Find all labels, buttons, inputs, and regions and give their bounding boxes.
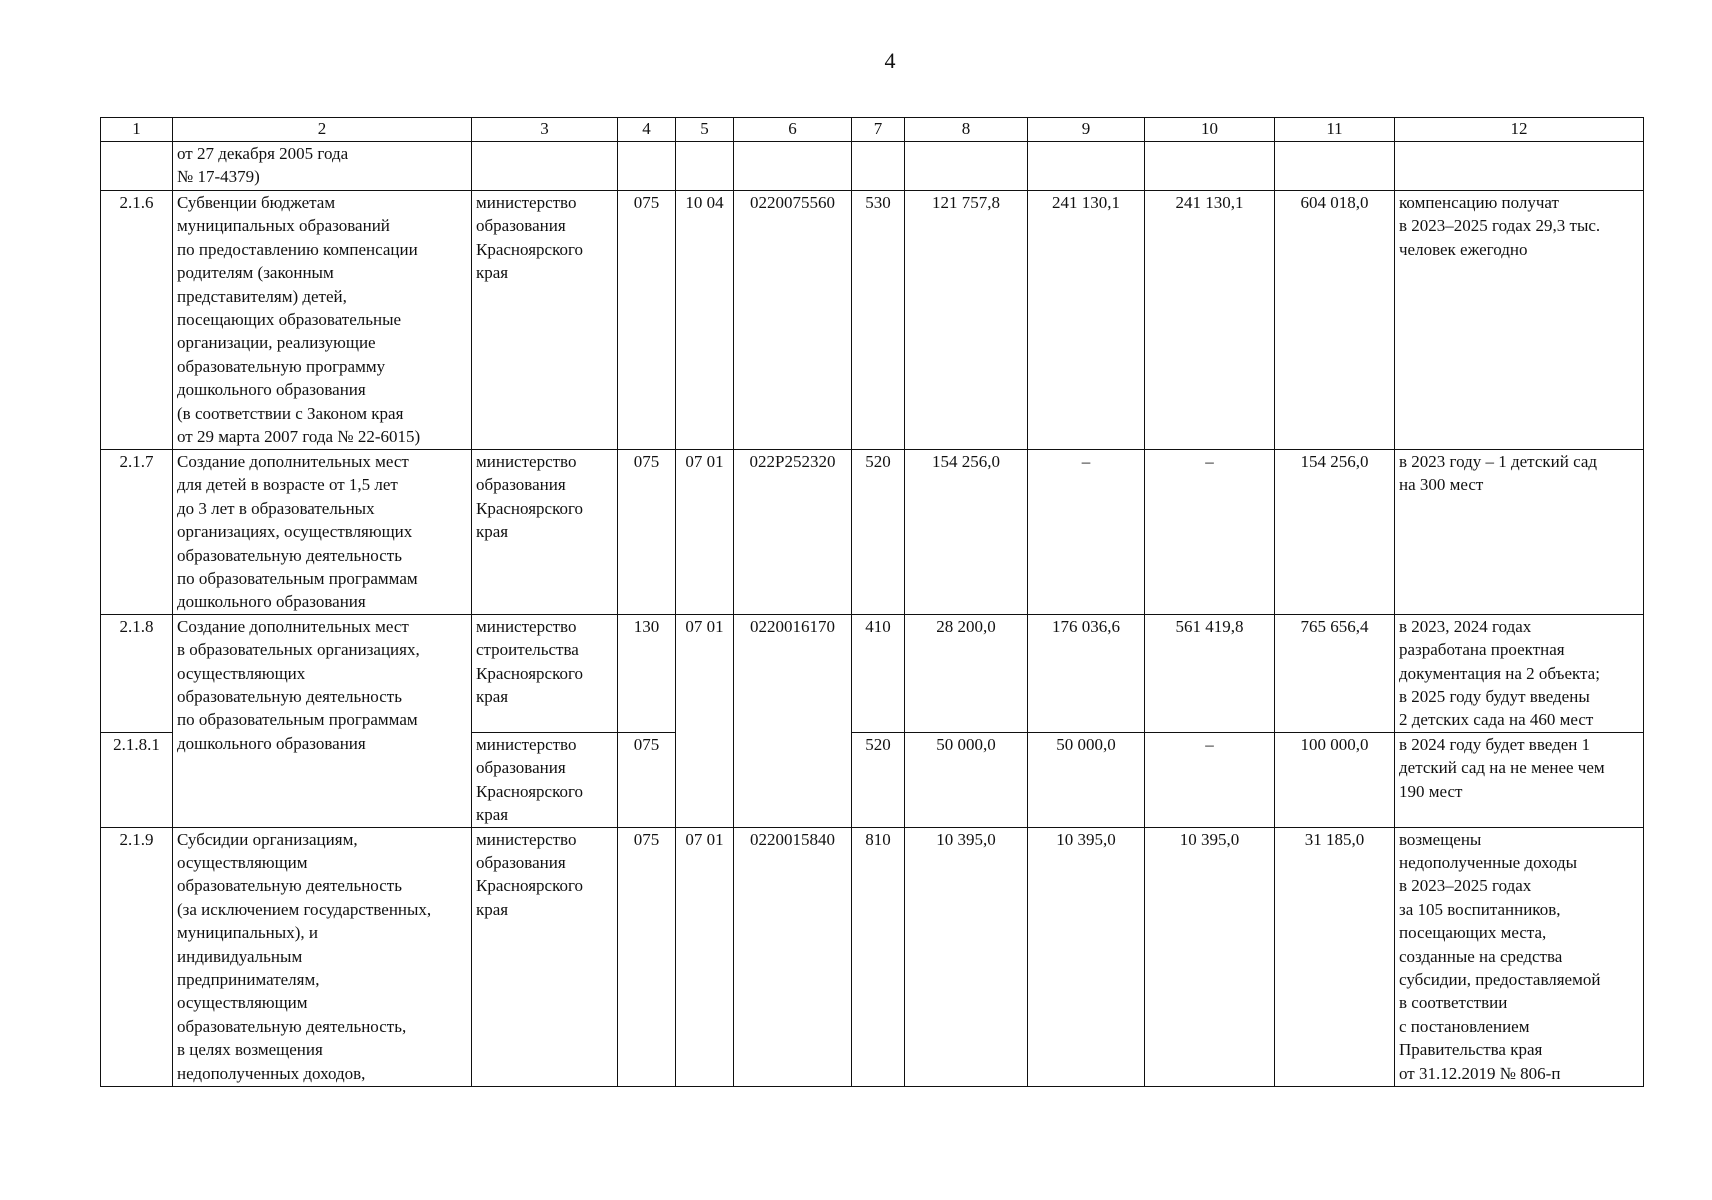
expected-result: в 2023, 2024 годах разработана проектная документация на 2 объекта; в 2025 году будут введены 2 детских сада на 460 мест — [1395, 614, 1644, 732]
section-code: 07 01 — [676, 450, 734, 615]
column-header: 4 — [618, 118, 676, 142]
expense-type-code: 410 — [852, 614, 905, 732]
responsible-agency: министерство образования Красноярского края — [472, 827, 618, 1086]
expected-result: компенсацию получат в 2023–2025 годах 29,3 тыс. человек ежегодно — [1395, 191, 1644, 450]
amount-2024: 176 036,6 — [1028, 614, 1145, 732]
column-header: 3 — [472, 118, 618, 142]
amount-2023: 10 395,0 — [905, 827, 1028, 1086]
amount-2025: 241 130,1 — [1145, 191, 1275, 450]
page-number: 4 — [884, 48, 896, 73]
column-header: 9 — [1028, 118, 1145, 142]
expense-type-code: 810 — [852, 827, 905, 1086]
amount-2024: 50 000,0 — [1028, 732, 1145, 827]
measure-description: Субсидии организациям, осуществляющим образовательную деятельность (за исключением государственных, муниципальных), и индивидуальным предпринимателям, осуществляющим образовательную деятельность, в целях возмещения недополученных доходов, — [173, 827, 472, 1086]
amount-2025: – — [1145, 450, 1275, 615]
table-row-2-1-8 — [101, 614, 1644, 732]
amount-2023: 28 200,0 — [905, 614, 1028, 732]
expense-type-code: 530 — [852, 191, 905, 450]
expected-result: в 2024 году будет введен 1 детский сад на не менее чем 190 мест — [1395, 732, 1644, 827]
expense-type-code: 520 — [852, 732, 905, 827]
measure-description: Создание дополнительных мест в образовательных организациях, осуществляющих образовательную деятельность по образовательным программам дошкольного образования — [173, 614, 472, 827]
target-article-code: 0220016170 — [734, 614, 852, 827]
grbs-code: 075 — [618, 732, 676, 827]
column-header: 12 — [1395, 118, 1644, 142]
amount-2025: 561 419,8 — [1145, 614, 1275, 732]
column-header: 8 — [905, 118, 1028, 142]
column-header: 7 — [852, 118, 905, 142]
grbs-code: 075 — [618, 191, 676, 450]
expected-result: возмещены недополученные доходы в 2023–2025 годах за 105 воспитанников, посещающих места, созданные на средства субсидии, предоставляемой в соответствии с постановлением Правительства края от 31.12.2019 № 806-п — [1395, 827, 1644, 1086]
table-row-2-1-7 — [101, 450, 1644, 615]
amount-2023: 121 757,8 — [905, 191, 1028, 450]
column-header: 1 — [101, 118, 173, 142]
table-row-2-1-6 — [101, 191, 1644, 450]
column-header: 6 — [734, 118, 852, 142]
amount-total: 100 000,0 — [1275, 732, 1395, 827]
grbs-code: 130 — [618, 614, 676, 732]
section-code: 07 01 — [676, 614, 734, 827]
grbs-code: 075 — [618, 827, 676, 1086]
measure-description: от 27 декабря 2005 года № 17-4379) — [173, 142, 472, 191]
row-number: 2.1.8 — [101, 614, 173, 732]
row-number: 2.1.7 — [101, 450, 173, 615]
row-number: 2.1.8.1 — [101, 732, 173, 827]
responsible-agency: министерство образования Красноярского края — [472, 732, 618, 827]
expected-result: в 2023 году – 1 детский сад на 300 мест — [1395, 450, 1644, 615]
row-number: 2.1.6 — [101, 191, 173, 450]
amount-2024: 241 130,1 — [1028, 191, 1145, 450]
amount-total: 604 018,0 — [1275, 191, 1395, 450]
target-article-code: 0220075560 — [734, 191, 852, 450]
responsible-agency: министерство строительства Красноярского края — [472, 614, 618, 732]
grbs-code: 075 — [618, 450, 676, 615]
row-number: 2.1.9 — [101, 827, 173, 1086]
budget-table — [100, 117, 1644, 1087]
amount-total: 31 185,0 — [1275, 827, 1395, 1086]
amount-2024: – — [1028, 450, 1145, 615]
amount-2023: 154 256,0 — [905, 450, 1028, 615]
amount-2024: 10 395,0 — [1028, 827, 1145, 1086]
amount-2023: 50 000,0 — [905, 732, 1028, 827]
column-number-header-row — [101, 118, 1644, 142]
section-code: 07 01 — [676, 827, 734, 1086]
responsible-agency: министерство образования Красноярского края — [472, 191, 618, 450]
target-article-code: 022Р252320 — [734, 450, 852, 615]
column-header: 5 — [676, 118, 734, 142]
amount-total: 765 656,4 — [1275, 614, 1395, 732]
column-header: 2 — [173, 118, 472, 142]
column-header: 11 — [1275, 118, 1395, 142]
expense-type-code: 520 — [852, 450, 905, 615]
section-code: 10 04 — [676, 191, 734, 450]
measure-description: Субвенции бюджетам муниципальных образований по предоставлению компенсации родителям (законным представителям) детей, посещающих образовательные организации, реализующие образовательную программу дошкольного образования (в соответствии с Законом края от 29 марта 2007 года № 22-6015) — [173, 191, 472, 450]
responsible-agency: министерство образования Красноярского края — [472, 450, 618, 615]
amount-total: 154 256,0 — [1275, 450, 1395, 615]
target-article-code: 0220015840 — [734, 827, 852, 1086]
table-row-continuation — [101, 142, 1644, 191]
amount-2025: 10 395,0 — [1145, 827, 1275, 1086]
table-row-2-1-9 — [101, 827, 1644, 1086]
measure-description: Создание дополнительных мест для детей в возрасте от 1,5 лет до 3 лет в образовательных организациях, осуществляющих образовательную деятельность по образовательным программам дошкольного образования — [173, 450, 472, 615]
amount-2025: – — [1145, 732, 1275, 827]
column-header: 10 — [1145, 118, 1275, 142]
